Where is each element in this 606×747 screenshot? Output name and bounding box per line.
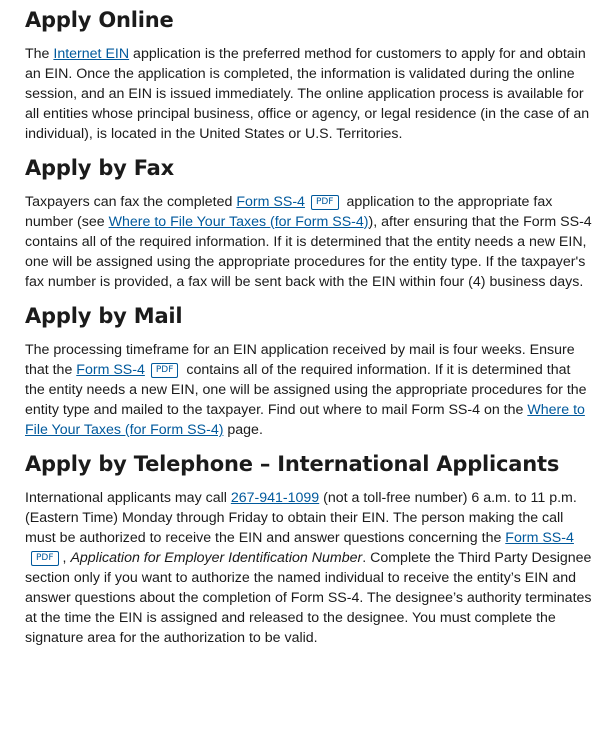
text: (not a toll-free number) 6 a.m. to 11 p.m. (Eastern Time) Monday through Friday to obtain their EIN. The person making the call must be authorized to receive the EIN and answer questions concerning the — [25, 490, 577, 546]
form-ss4-link[interactable]: Form SS-4 — [505, 530, 574, 546]
phone-number-link[interactable]: 267-941-1099 — [230, 490, 320, 506]
internet-ein-link[interactable]: Internet EIN — [53, 46, 130, 62]
apply-by-telephone-section — [25, 450, 592, 648]
text: ), after ensuring that the Form SS-4 contains all of the required information. If it is determined that the entity needs a new EIN, one will be assigned using the appropriate procedures for the entity type. If the taxpayer's fax number is provided, a fax will be sent back with the EIN within four (4) business days. — [25, 214, 592, 290]
apply-by-fax-paragraph — [25, 192, 592, 292]
text: page. — [223, 422, 263, 438]
where-to-file-link[interactable]: Where to File Your Taxes (for Form SS-4) — [25, 402, 585, 438]
apply-by-telephone-paragraph — [25, 488, 592, 648]
apply-by-telephone-heading: Apply by Telephone – International Applicants — [25, 452, 560, 476]
apply-online-heading: Apply Online — [25, 8, 174, 32]
pdf-badge-icon[interactable]: PDF — [151, 363, 179, 378]
apply-by-mail-heading: Apply by Mail — [25, 304, 183, 328]
text: contains all of the required information. If it is determined that the entity needs a new EIN, one will be assigned using the appropriate procedures for the entity type and mailed to the taxpayer. Find out where to mail Form SS-4 on the — [25, 362, 587, 418]
apply-online-section — [25, 6, 592, 144]
text: The processing timeframe for an EIN application received by mail is four weeks. Ensure that the — [25, 342, 575, 378]
pdf-badge-icon[interactable]: PDF — [31, 551, 59, 566]
text: International applicants may call — [25, 490, 231, 506]
apply-by-fax-section — [25, 154, 592, 292]
text: , — [62, 550, 71, 566]
pdf-badge-icon[interactable]: PDF — [311, 195, 339, 210]
form-ss4-link[interactable]: Form SS-4 — [76, 362, 145, 378]
apply-by-mail-section — [25, 302, 592, 440]
apply-by-fax-heading: Apply by Fax — [25, 156, 174, 180]
text: . Complete the Third Party Designee section only if you want to authorize the named individual to receive the entity’s EIN and answer questions about the completion of Form SS-4. The designee’s authority terminates at the time the EIN is assigned and released to the designee. You must complete the signature area for the authorization to be valid. — [25, 550, 592, 646]
where-to-file-link[interactable]: Where to File Your Taxes (for Form SS-4) — [108, 214, 369, 230]
form-title-italic: Application for Employer Identification Number — [70, 550, 363, 566]
text: Taxpayers can fax the completed — [25, 194, 237, 210]
form-ss4-link[interactable]: Form SS-4 — [236, 194, 305, 210]
apply-online-paragraph — [25, 44, 592, 144]
text: application to the appropriate fax number (see — [25, 194, 553, 230]
text: The — [25, 46, 54, 62]
text: application is the preferred method for customers to apply for and obtain an EIN. Once the application is completed, the information is validated during the online session, and an EIN is issued immediately. The online application process is available for all entities whose principal business, office or agency, or legal residence (in the case of an individual), is located in the United States or U.S. Territories. — [25, 46, 590, 142]
apply-by-mail-paragraph — [25, 340, 592, 440]
